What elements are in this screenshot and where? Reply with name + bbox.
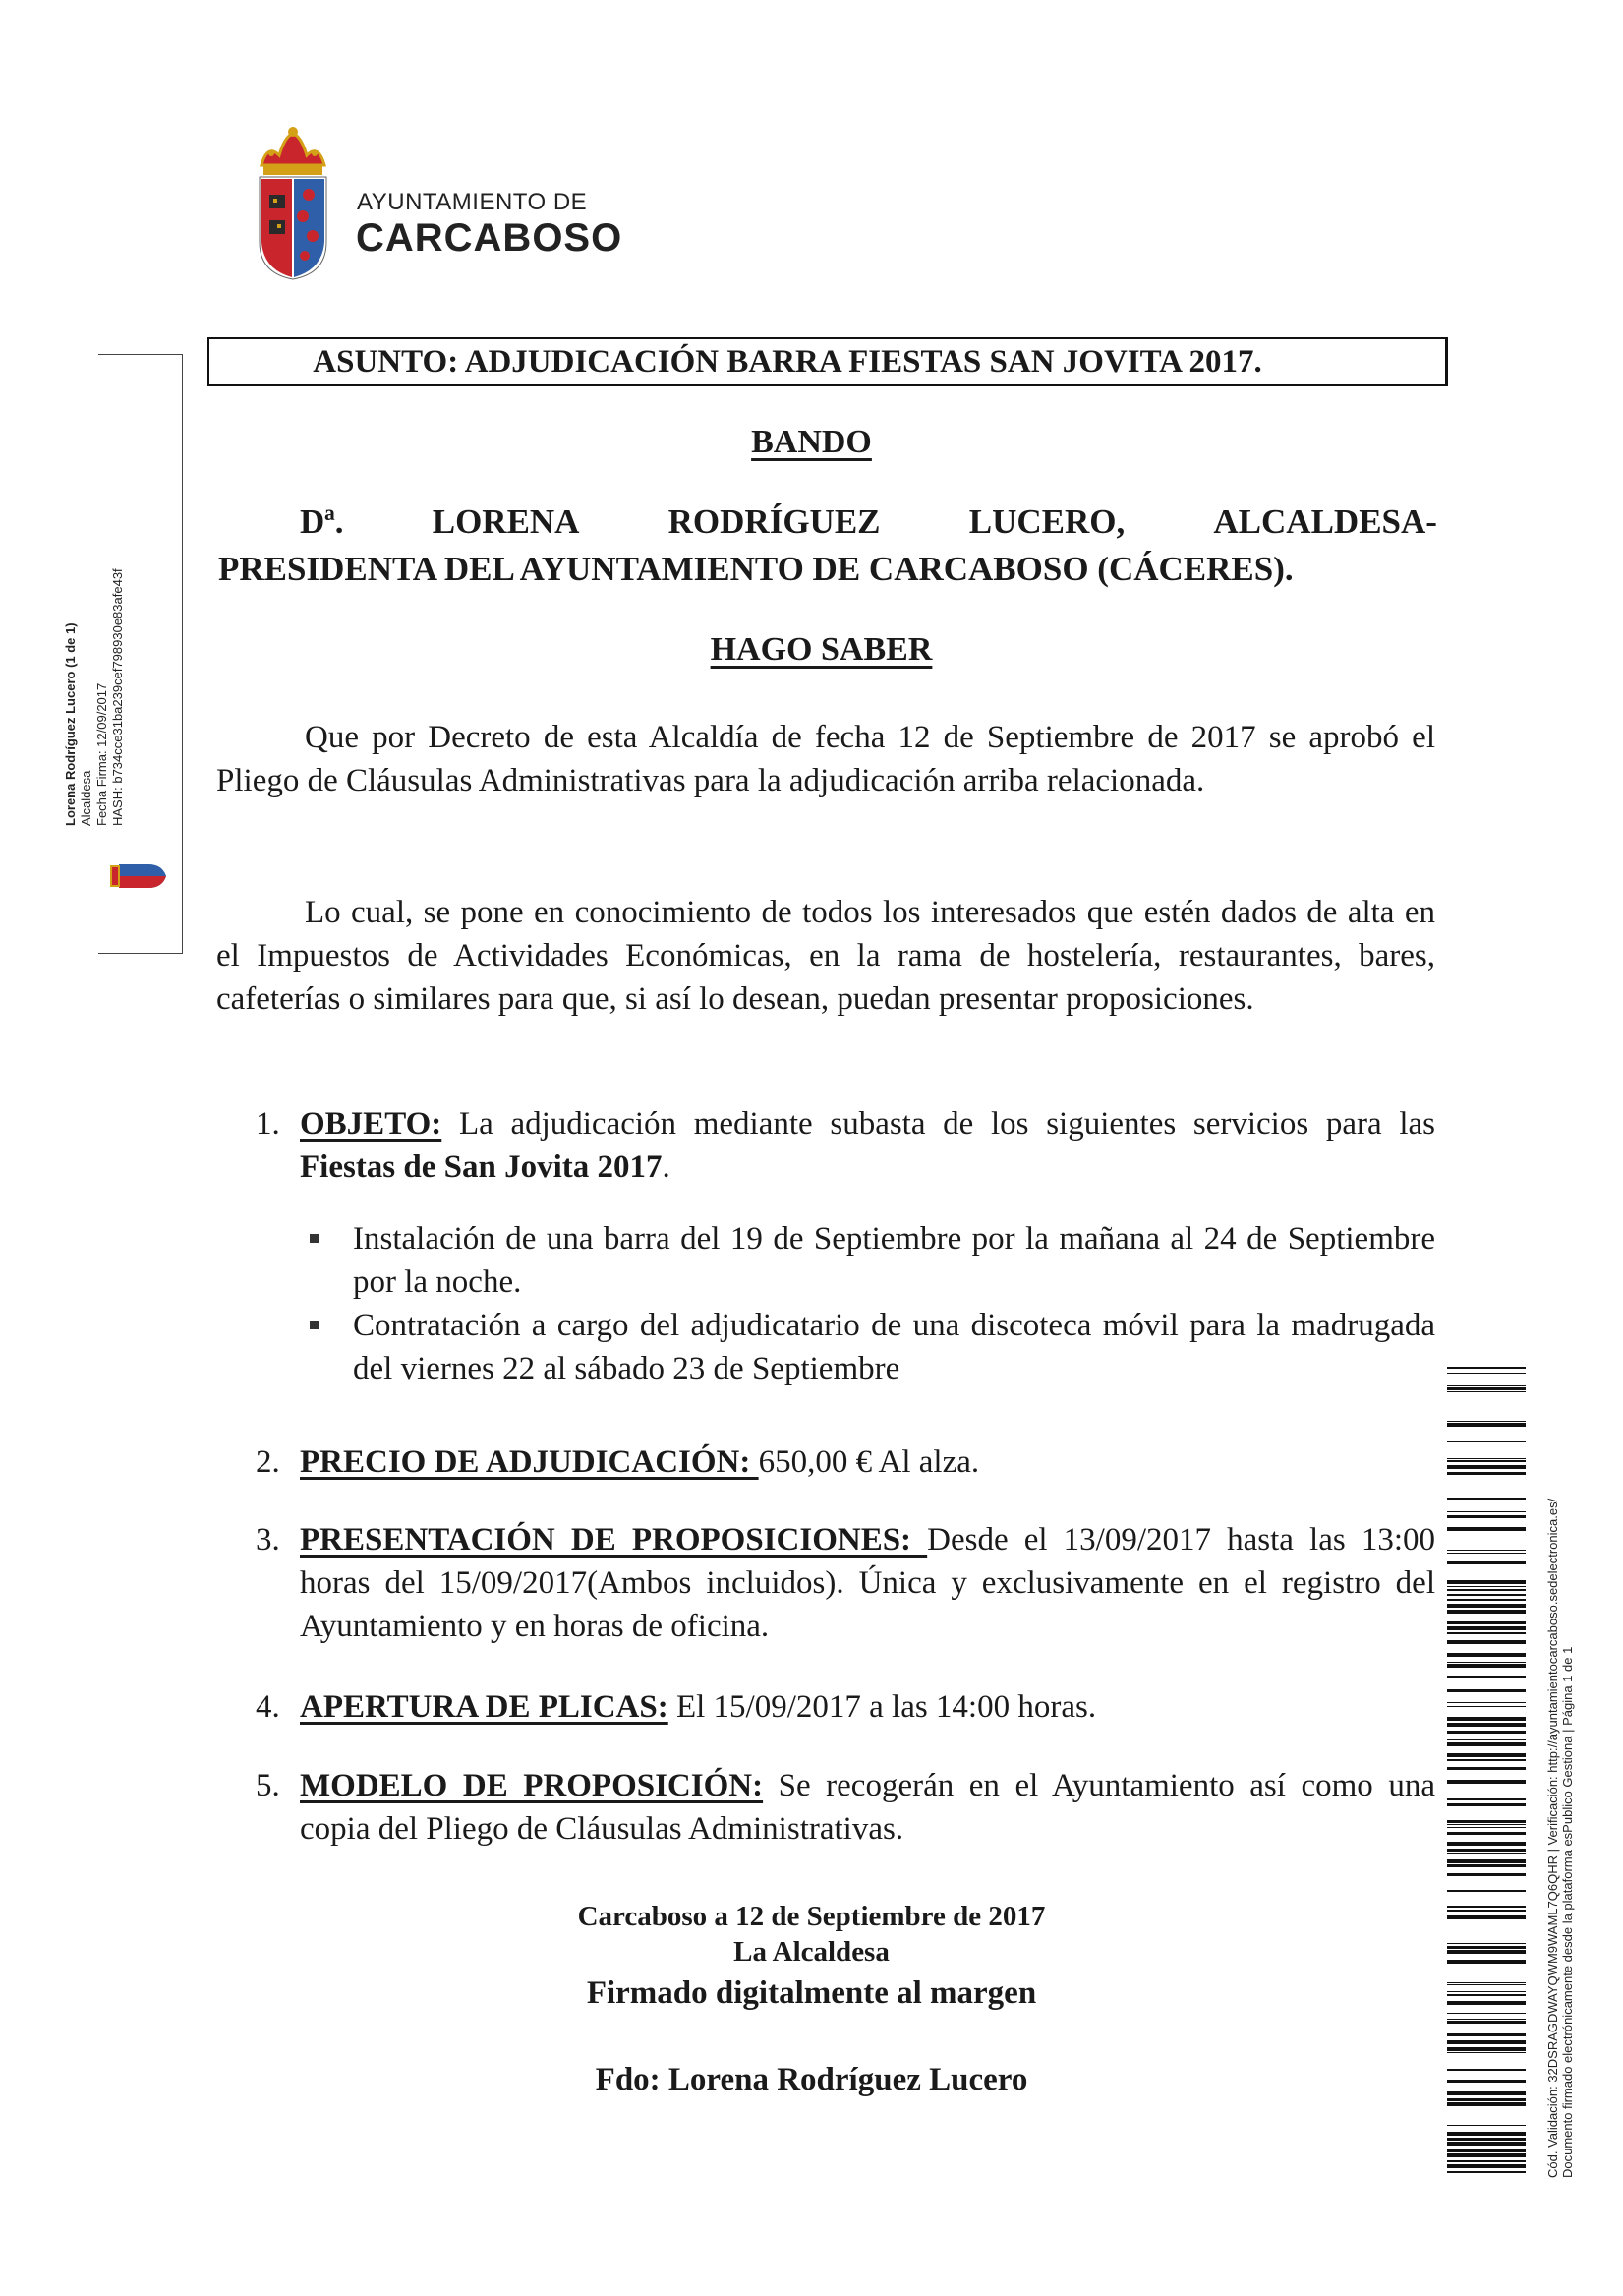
- barcode-bar: [1447, 1465, 1526, 1469]
- barcode-bar: [1447, 1373, 1526, 1374]
- item-label: PRECIO DE ADJUDICACIÓN:: [300, 1444, 759, 1480]
- barcode-bar: [1447, 1662, 1526, 1663]
- barcode-bar: [1447, 1739, 1526, 1740]
- item-text: Desde el 13/09/2017 hasta las 13:00 horas del 15/09/2017(Ambos incluidos). Única y exclusivamente en el registro del Ayuntamiento y en horas de oficina.: [300, 1522, 1435, 1644]
- barcode-bar: [1447, 2125, 1526, 2126]
- barcode-bar: [1447, 1610, 1526, 1614]
- verification-platform-line: Documento firmado electrónicamente desde la plataforma esPublico Gestiona | Página 1 de 1: [1560, 1646, 1575, 2178]
- mayor-line-2: PRESIDENTA DEL AYUNTAMIENTO DE CARCABOSO (CÁCERES).: [218, 550, 1294, 588]
- paragraph-decree: [216, 716, 1435, 802]
- signature-hash: HASH: b734cce31ba239cef798930e83afe43f: [110, 568, 125, 826]
- barcode-bar: [1447, 1742, 1526, 1746]
- barcode-bar: [1447, 1853, 1526, 1854]
- barcode-bar: [1447, 1391, 1526, 1392]
- signature-coat-of-arms-icon: [110, 855, 177, 897]
- barcode-bar: [1447, 1832, 1526, 1835]
- barcode-bar: [1447, 2164, 1526, 2168]
- barcode-bar: [1447, 2001, 1526, 2005]
- barcode-bar: [1447, 2138, 1526, 2141]
- barcode-bar: [1447, 1441, 1526, 1442]
- announce-heading-text: HAGO SABER: [710, 631, 933, 668]
- barcode-bar: [1447, 1820, 1526, 1823]
- subject-text: ASUNTO: ADJUDICACIÓN BARRA FIESTAS SAN JOVITA 2017.: [313, 344, 1262, 380]
- barcode-bar: [1447, 1385, 1526, 1386]
- barcode-bar: [1447, 1759, 1526, 1761]
- barcode-bar: [1447, 1994, 1526, 1996]
- barcode-bar: [1447, 2160, 1526, 2162]
- barcode-bar: [1447, 2019, 1526, 2020]
- barcode-bar: [1447, 1421, 1526, 1422]
- barcode-bar: [1447, 1991, 1526, 1992]
- barcode-bar: [1447, 1553, 1526, 1554]
- bullet-text: Contratación a cargo del adjudicatario de una discoteca móvil para la madrugada del viernes 22 al sábado 23 de Septiembre: [353, 1308, 1435, 1386]
- mayor-word: LORENA: [432, 502, 580, 541]
- item-number: 2.: [256, 1444, 280, 1480]
- item-label: OBJETO:: [300, 1106, 442, 1142]
- barcode-bar: [1447, 2102, 1526, 2106]
- list-item-presentacion: [256, 1518, 1435, 1648]
- barcode-bar: [1447, 1906, 1526, 1908]
- barcode-bar: [1447, 2052, 1526, 2053]
- mayor-word: Dª.: [300, 502, 344, 541]
- barcode-bar: [1447, 1842, 1526, 1846]
- barcode-bar: [1447, 1599, 1526, 1601]
- barcode-bar: [1447, 1387, 1526, 1390]
- barcode-bar: [1447, 1640, 1526, 1644]
- carcaboso-coat-of-arms-logo: [254, 126, 332, 281]
- barcode-bar: [1447, 1702, 1526, 1703]
- announce-heading: [0, 631, 1623, 669]
- barcode-bar: [1447, 1472, 1526, 1475]
- barcode-bar: [1447, 1803, 1526, 1806]
- item-label: PRESENTACIÓN DE PROPOSICIONES:: [300, 1522, 928, 1558]
- barcode-bar: [1447, 2033, 1526, 2036]
- barcode-bar: [1447, 1604, 1526, 1608]
- mayor-word: ALCALDESA-: [1213, 502, 1437, 541]
- barcode-bar: [1447, 1689, 1526, 1692]
- barcode-bar: [1447, 1982, 1526, 1983]
- barcode-bar: [1447, 1423, 1526, 1427]
- bullet-list: [310, 1217, 1435, 1390]
- barcode-bar: [1447, 1676, 1526, 1678]
- item-text: Se recogerán en el Ayuntamiento así como una copia del Pliego de Cláusulas Administrativas.: [300, 1768, 1435, 1847]
- barcode-bar: [1447, 1753, 1526, 1757]
- barcode-bar: [1447, 1717, 1526, 1721]
- item-number: 5.: [256, 1768, 280, 1803]
- barcode-bar: [1447, 1621, 1526, 1624]
- item-text: 650,00 € Al alza.: [758, 1444, 980, 1480]
- barcode-bar: [1447, 1731, 1526, 1734]
- barcode-bar: [1447, 2171, 1526, 2173]
- document-title-text: BANDO: [751, 424, 872, 460]
- paragraph-text: Que por Decreto de esta Alcaldía de fecha 12 de Septiembre de 2017 se aprobó el Pliego de Cláusulas Administrativas para la adjudicación arriba relacionada.: [216, 720, 1435, 798]
- barcode-bar: [1447, 1458, 1526, 1459]
- barcode-bar: [1447, 2040, 1526, 2044]
- barcode-bar: [1447, 2069, 1526, 2071]
- barcode-bar: [1447, 1827, 1526, 1828]
- barcode-bar: [1447, 1626, 1526, 1630]
- barcode-bar: [1447, 1664, 1526, 1668]
- barcode-bar: [1447, 2098, 1526, 2101]
- barcode-bar: [1447, 1873, 1526, 1876]
- paragraph-notice: [216, 891, 1435, 1021]
- validation-barcode: [1447, 1367, 1526, 2173]
- closing-signatory: Fdo: Lorena Rodríguez Lucero: [595, 2062, 1028, 2097]
- signature-stamp-text: [63, 568, 126, 826]
- item-label: MODELO DE PROPOSICIÓN:: [300, 1768, 764, 1803]
- barcode-bar: [1447, 2149, 1526, 2152]
- bullet-square-icon: [310, 1321, 319, 1329]
- bullet-square-icon: [310, 1234, 319, 1243]
- barcode-bar: [1447, 2013, 1526, 2014]
- list-item-apertura: [256, 1685, 1435, 1729]
- signature-date: Fecha Firma: 12/09/2017: [94, 682, 109, 826]
- barcode-bar: [1447, 1498, 1526, 1500]
- mayor-word: LUCERO,: [968, 502, 1126, 541]
- closing-place-date: Carcaboso a 12 de Septiembre de 2017: [577, 1901, 1046, 1932]
- barcode-bar: [1447, 1586, 1526, 1587]
- barcode-bar: [1447, 2153, 1526, 2157]
- barcode-bar: [1447, 2080, 1526, 2083]
- list-item-precio: [256, 1441, 1435, 1484]
- barcode-bar: [1447, 2047, 1526, 2051]
- signature-role: Alcaldesa: [79, 770, 93, 826]
- closing-role: La Alcaldesa: [733, 1936, 890, 1968]
- mayor-line-1: [300, 502, 1437, 542]
- barcode-bar: [1447, 1632, 1526, 1634]
- item-number: 3.: [256, 1522, 280, 1558]
- barcode-bar: [1447, 1890, 1526, 1892]
- signature-name: Lorena Rodríguez Lucero (1 de 1): [63, 622, 78, 826]
- barcode-bar: [1447, 2132, 1526, 2136]
- bullet-text: Instalación de una barra del 19 de Septiembre por la mañana al 24 de Septiembre por la noche.: [353, 1221, 1435, 1300]
- barcode-bar: [1447, 1580, 1526, 1584]
- barcode-bar: [1447, 1946, 1526, 1949]
- bullet-item: [310, 1304, 1435, 1390]
- barcode-bar: [1447, 2021, 1526, 2024]
- barcode-bar: [1447, 1527, 1526, 1531]
- barcode-bar: [1447, 1594, 1526, 1596]
- item-label: APERTURA DE PLICAS:: [300, 1689, 668, 1725]
- barcode-bar: [1447, 1550, 1526, 1551]
- barcode-bar: [1447, 1780, 1526, 1784]
- barcode-bar: [1447, 1910, 1526, 1912]
- barcode-bar: [1447, 1950, 1526, 1954]
- item-number: 1.: [256, 1106, 280, 1142]
- item-text: El 15/09/2017 a las 14:00 horas.: [667, 1689, 1097, 1725]
- barcode-bar: [1447, 1849, 1526, 1852]
- item-text: La adjudicación mediante subasta de los siguientes servicios para las: [441, 1106, 1435, 1142]
- mayor-word: RODRÍGUEZ: [667, 502, 881, 541]
- barcode-bar: [1447, 1915, 1526, 1919]
- barcode-bar: [1447, 1984, 1526, 1985]
- barcode-bar: [1447, 1723, 1526, 1727]
- barcode-bar: [1447, 2142, 1526, 2146]
- barcode-bar: [1447, 1511, 1526, 1512]
- paragraph-text: Lo cual, se pone en conocimiento de todos los interesados que estén dados de alta en el Impuestos de Actividades Económicas, en la rama de hostelería, restaurantes, bares, cafeterías o similares para que, si así lo desean, puedan presentar proposiciones.: [216, 895, 1435, 1017]
- barcode-bar: [1447, 1864, 1526, 1867]
- item-bold-text: Fiestas de San Jovita 2017: [300, 1149, 663, 1185]
- barcode-bar: [1447, 1589, 1526, 1591]
- barcode-bar: [1447, 1824, 1526, 1825]
- barcode-bar: [1447, 1515, 1526, 1518]
- verification-code-line: Cód. Validación: 32DSRAGDWAYQWM9WAML7Q6QHR | Verificación: http://ayuntamientocarcaboso.sedelectronica.es/: [1545, 1498, 1560, 2178]
- bullet-item: [310, 1217, 1435, 1304]
- verification-text: [1545, 1499, 1575, 2178]
- list-item-modelo: [256, 1764, 1435, 1851]
- barcode-bar: [1447, 1561, 1526, 1564]
- barcode-bar: [1447, 1706, 1526, 1707]
- barcode-bar: [1447, 1767, 1526, 1770]
- item-number: 4.: [256, 1689, 280, 1725]
- barcode-bar: [1447, 1960, 1526, 1964]
- barcode-bar: [1447, 1460, 1526, 1462]
- closing-signed-note: Firmado digitalmente al margen: [586, 1975, 1037, 2011]
- barcode-bar: [1447, 1653, 1526, 1657]
- document-title: [0, 424, 1623, 461]
- org-name: CARCABOSO: [356, 216, 623, 260]
- org-prefix: AYUNTAMIENTO DE: [357, 189, 588, 215]
- list-item-objeto: [256, 1102, 1435, 1189]
- barcode-bar: [1447, 1798, 1526, 1800]
- barcode-bar: [1447, 1943, 1526, 1944]
- barcode-bar: [1447, 1367, 1526, 1369]
- item-tail: .: [662, 1149, 670, 1185]
- barcode-bar: [1447, 1859, 1526, 1863]
- barcode-bar: [1447, 2091, 1526, 2095]
